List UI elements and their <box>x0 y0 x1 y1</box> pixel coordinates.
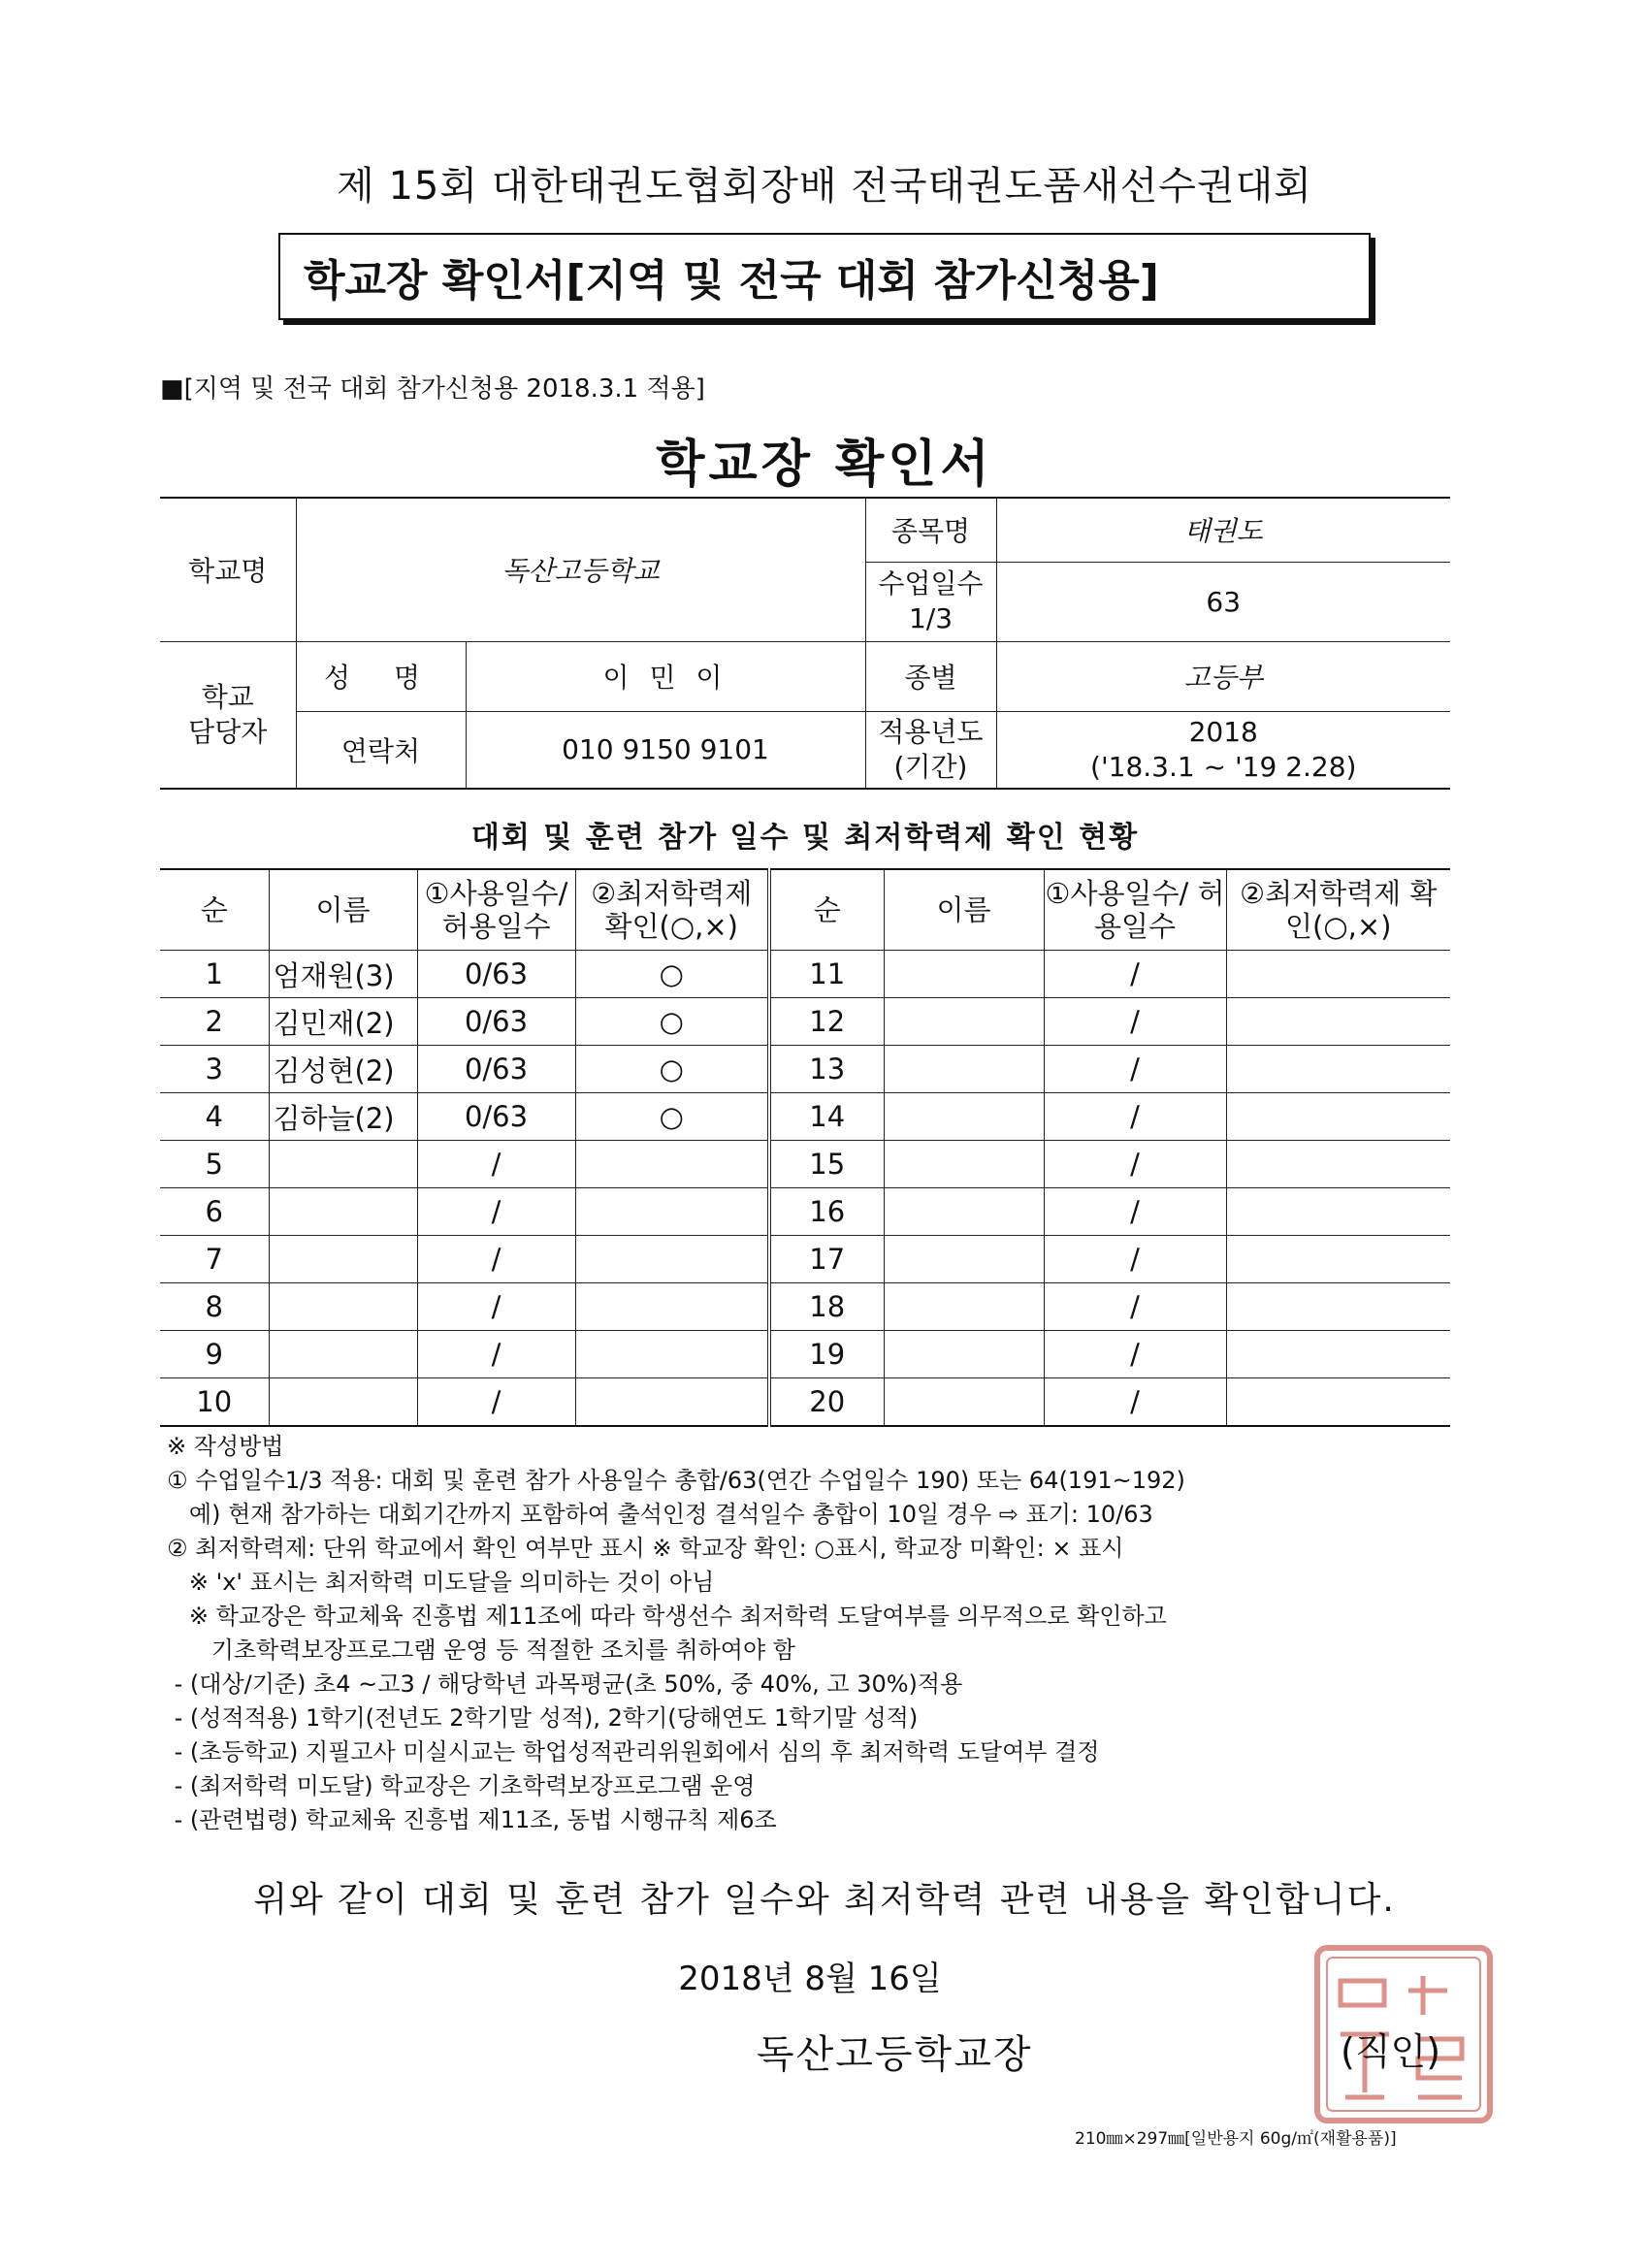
instruction-line: ① 수업일수1/3 적용: 대회 및 훈련 참가 사용일수 총합/63(연간 수업일수 190) 또는 64(191~192) <box>167 1467 1185 1494</box>
student-name <box>269 1188 417 1236</box>
student-name <box>269 1141 417 1188</box>
days-used: / <box>1044 1093 1226 1141</box>
school-info-table <box>160 497 1450 790</box>
student-name <box>269 1331 417 1378</box>
event-value: 태권도 <box>996 498 1450 562</box>
days-used: / <box>1044 998 1226 1046</box>
instruction-line: - (초등학교) 지필고사 미실시교는 학업성적관리위원회에서 심의 후 최저학력 도달여부 결정 <box>167 1738 1100 1766</box>
name-value: 이 민 이 <box>466 641 865 711</box>
school-label: 학교명 <box>160 498 296 641</box>
grade-check <box>1226 1188 1450 1236</box>
header-name: 이름 <box>884 869 1044 951</box>
year-label-line2: (기간) <box>893 750 968 783</box>
roster-table <box>160 868 1450 1427</box>
instruction-line: - (성적적용) 1학기(전년도 2학기말 성적), 2학기(당해연도 1학기말 성적) <box>167 1704 919 1732</box>
student-name: 김하늘(2) <box>269 1093 417 1141</box>
row-number: 5 <box>160 1141 269 1188</box>
grade-check <box>575 1331 769 1378</box>
row-number: 10 <box>160 1378 269 1427</box>
row-number: 16 <box>769 1188 884 1236</box>
grade-check <box>1226 1331 1450 1378</box>
confirmation-statement: 위와 같이 대회 및 훈련 참가 일수와 최저학력 관련 내용을 확인합니다. <box>253 1880 1396 1920</box>
days-used: / <box>417 1378 575 1427</box>
writing-instructions <box>167 1430 1486 1837</box>
table-row <box>160 1283 1450 1331</box>
grade-check <box>1226 951 1450 998</box>
grade-check <box>1226 1283 1450 1331</box>
instruction-line: ※ 학교장은 학교체육 진흥법 제11조에 따라 학생선수 최저학력 도달여부를 의무적으로 확인하고 <box>167 1603 1167 1630</box>
student-name <box>269 1283 417 1331</box>
row-number: 17 <box>769 1236 884 1283</box>
table-row <box>160 1331 1450 1378</box>
days-used: 0/63 <box>417 1046 575 1093</box>
seal-label: (직인) <box>1341 2030 1441 2073</box>
grade-check: ○ <box>575 1093 769 1141</box>
document-title-box <box>278 233 1371 320</box>
year-value-line1: 2018 <box>1188 715 1258 748</box>
days-used: / <box>1044 1331 1226 1378</box>
year-label-line1: 적용년도 <box>878 715 984 748</box>
row-number: 7 <box>160 1236 269 1283</box>
row-number: 18 <box>769 1283 884 1331</box>
days-used: / <box>1044 1141 1226 1188</box>
student-name <box>884 1046 1044 1093</box>
days-used: / <box>417 1283 575 1331</box>
manager-label <box>160 641 296 789</box>
year-value-line2: ('18.3.1 ~ '19 2.28) <box>1090 750 1357 783</box>
table-row <box>160 1141 1450 1188</box>
days-label-line1: 수업일수 <box>878 567 984 599</box>
student-name <box>269 1236 417 1283</box>
instruction-line: - (관련법령) 학교체육 진흥법 제11조, 동법 시행규칙 제6조 <box>167 1806 777 1833</box>
instruction-line: ※ 'x' 표시는 최저학력 미도달을 의미하는 것이 아님 <box>167 1569 715 1596</box>
contact-label: 연락처 <box>296 711 466 789</box>
table-row <box>160 998 1450 1046</box>
days-used: 0/63 <box>417 951 575 998</box>
grade-check <box>1226 1046 1450 1093</box>
student-name <box>884 1283 1044 1331</box>
row-number: 11 <box>769 951 884 998</box>
row-number: 12 <box>769 998 884 1046</box>
days-used: / <box>417 1331 575 1378</box>
grade-check <box>575 1188 769 1236</box>
table-row <box>160 1236 1450 1283</box>
grade-check <box>1226 1093 1450 1141</box>
contact-value: 010 9150 9101 <box>466 711 865 789</box>
grade-check <box>1226 1141 1450 1188</box>
box-title: 학교장 확인서[지역 및 전국 대회 참가신청용] <box>304 256 1159 306</box>
table-row <box>160 1188 1450 1236</box>
row-number: 20 <box>769 1378 884 1427</box>
row-number: 4 <box>160 1093 269 1141</box>
header-check: ②최저학력제 확인(○,×) <box>1226 869 1450 951</box>
row-number: 15 <box>769 1141 884 1188</box>
paper-spec-footer: 210㎜×297㎜[일반용지 60g/㎡(재활용품)] <box>1075 2129 1397 2149</box>
days-used: / <box>417 1236 575 1283</box>
instruction-line: - (대상/기준) 초4 ~고3 / 해당학년 과목평균(초 50%, 중 40%, 고 30%)적용 <box>167 1670 963 1698</box>
year-value <box>996 711 1450 789</box>
instruction-line: 예) 현재 참가하는 대회기간까지 포함하여 출석인정 결석일수 총합이 10일 경우 ⇨ 표기: 10/63 <box>167 1501 1153 1528</box>
student-name: 김성현(2) <box>269 1046 417 1093</box>
row-number: 13 <box>769 1046 884 1093</box>
days-used: 0/63 <box>417 1093 575 1141</box>
days-value: 63 <box>996 562 1450 641</box>
header-days: ①사용일수/ 허용일수 <box>1044 869 1226 951</box>
table-row <box>160 1378 1450 1427</box>
grade-check: ○ <box>575 1046 769 1093</box>
row-number: 14 <box>769 1093 884 1141</box>
student-name: 엄재원(3) <box>269 951 417 998</box>
row-number: 1 <box>160 951 269 998</box>
days-used: / <box>1044 951 1226 998</box>
manager-label-line2: 담당자 <box>188 715 268 748</box>
table-row <box>160 951 1450 998</box>
grade-check: ○ <box>575 951 769 998</box>
row-number: 19 <box>769 1331 884 1378</box>
header-name: 이름 <box>269 869 417 951</box>
event-label: 종목명 <box>865 498 996 562</box>
student-name: 김민재(2) <box>269 998 417 1046</box>
student-name <box>884 1188 1044 1236</box>
table-row <box>160 1046 1450 1093</box>
days-used: / <box>1044 1236 1226 1283</box>
section-title: 대회 및 훈련 참가 일수 및 최저학력제 확인 현황 <box>470 821 1140 855</box>
days-label <box>865 562 996 641</box>
grade-check <box>575 1378 769 1427</box>
instruction-line: ② 최저학력제: 단위 학교에서 확인 여부만 표시 ※ 학교장 확인: ○표시, 학교장 미확인: × 표시 <box>167 1535 1124 1562</box>
grade-check <box>1226 998 1450 1046</box>
row-number: 6 <box>160 1188 269 1236</box>
header-no: 순 <box>769 869 884 951</box>
category-label: 종별 <box>865 641 996 711</box>
table-row <box>160 1093 1450 1141</box>
grade-check <box>575 1283 769 1331</box>
days-used: 0/63 <box>417 998 575 1046</box>
page-title: 학교장 확인서 <box>656 436 993 494</box>
grade-check <box>575 1236 769 1283</box>
principal-name: 독산고등학교장 <box>757 2032 1033 2077</box>
manager-label-line1: 학교 <box>201 680 254 713</box>
days-used: / <box>1044 1283 1226 1331</box>
days-used: / <box>1044 1188 1226 1236</box>
student-name <box>884 1378 1044 1427</box>
student-name <box>884 998 1044 1046</box>
header-check: ②최저학력제 확인(○,×) <box>575 869 769 951</box>
category-value: 고등부 <box>996 641 1450 711</box>
issue-date: 2018년 8월 16일 <box>678 1960 942 1998</box>
header-days: ①사용일수/ 허용일수 <box>417 869 575 951</box>
grade-check <box>1226 1236 1450 1283</box>
days-used: / <box>417 1141 575 1188</box>
student-name <box>269 1378 417 1427</box>
student-name <box>884 1141 1044 1188</box>
student-name <box>884 1331 1044 1378</box>
instruction-line: - (최저학력 미도달) 학교장은 기초학력보장프로그램 운영 <box>167 1772 756 1799</box>
student-name <box>884 951 1044 998</box>
usage-notice: ■[지역 및 전국 대회 참가신청용 2018.3.1 적용] <box>160 374 705 404</box>
row-number: 3 <box>160 1046 269 1093</box>
grade-check <box>1226 1378 1450 1427</box>
grade-check <box>575 1141 769 1188</box>
school-value: 독산고등학교 <box>296 498 865 641</box>
name-label: 성 명 <box>296 641 466 711</box>
student-name <box>884 1236 1044 1283</box>
days-label-line2: 1/3 <box>908 602 954 634</box>
row-number: 2 <box>160 998 269 1046</box>
event-title: 제 15회 대한태권도협회장배 전국태권도품새선수권대회 <box>337 164 1312 209</box>
instruction-line: 기초학력보장프로그램 운영 등 적절한 조치를 취하여야 함 <box>167 1636 795 1664</box>
days-used: / <box>1044 1378 1226 1427</box>
header-no: 순 <box>160 869 269 951</box>
days-used: / <box>417 1188 575 1236</box>
instruction-line: ※ 작성방법 <box>167 1433 284 1460</box>
student-name <box>884 1093 1044 1141</box>
grade-check: ○ <box>575 998 769 1046</box>
year-label <box>865 711 996 789</box>
row-number: 8 <box>160 1283 269 1331</box>
days-used: / <box>1044 1046 1226 1093</box>
row-number: 9 <box>160 1331 269 1378</box>
